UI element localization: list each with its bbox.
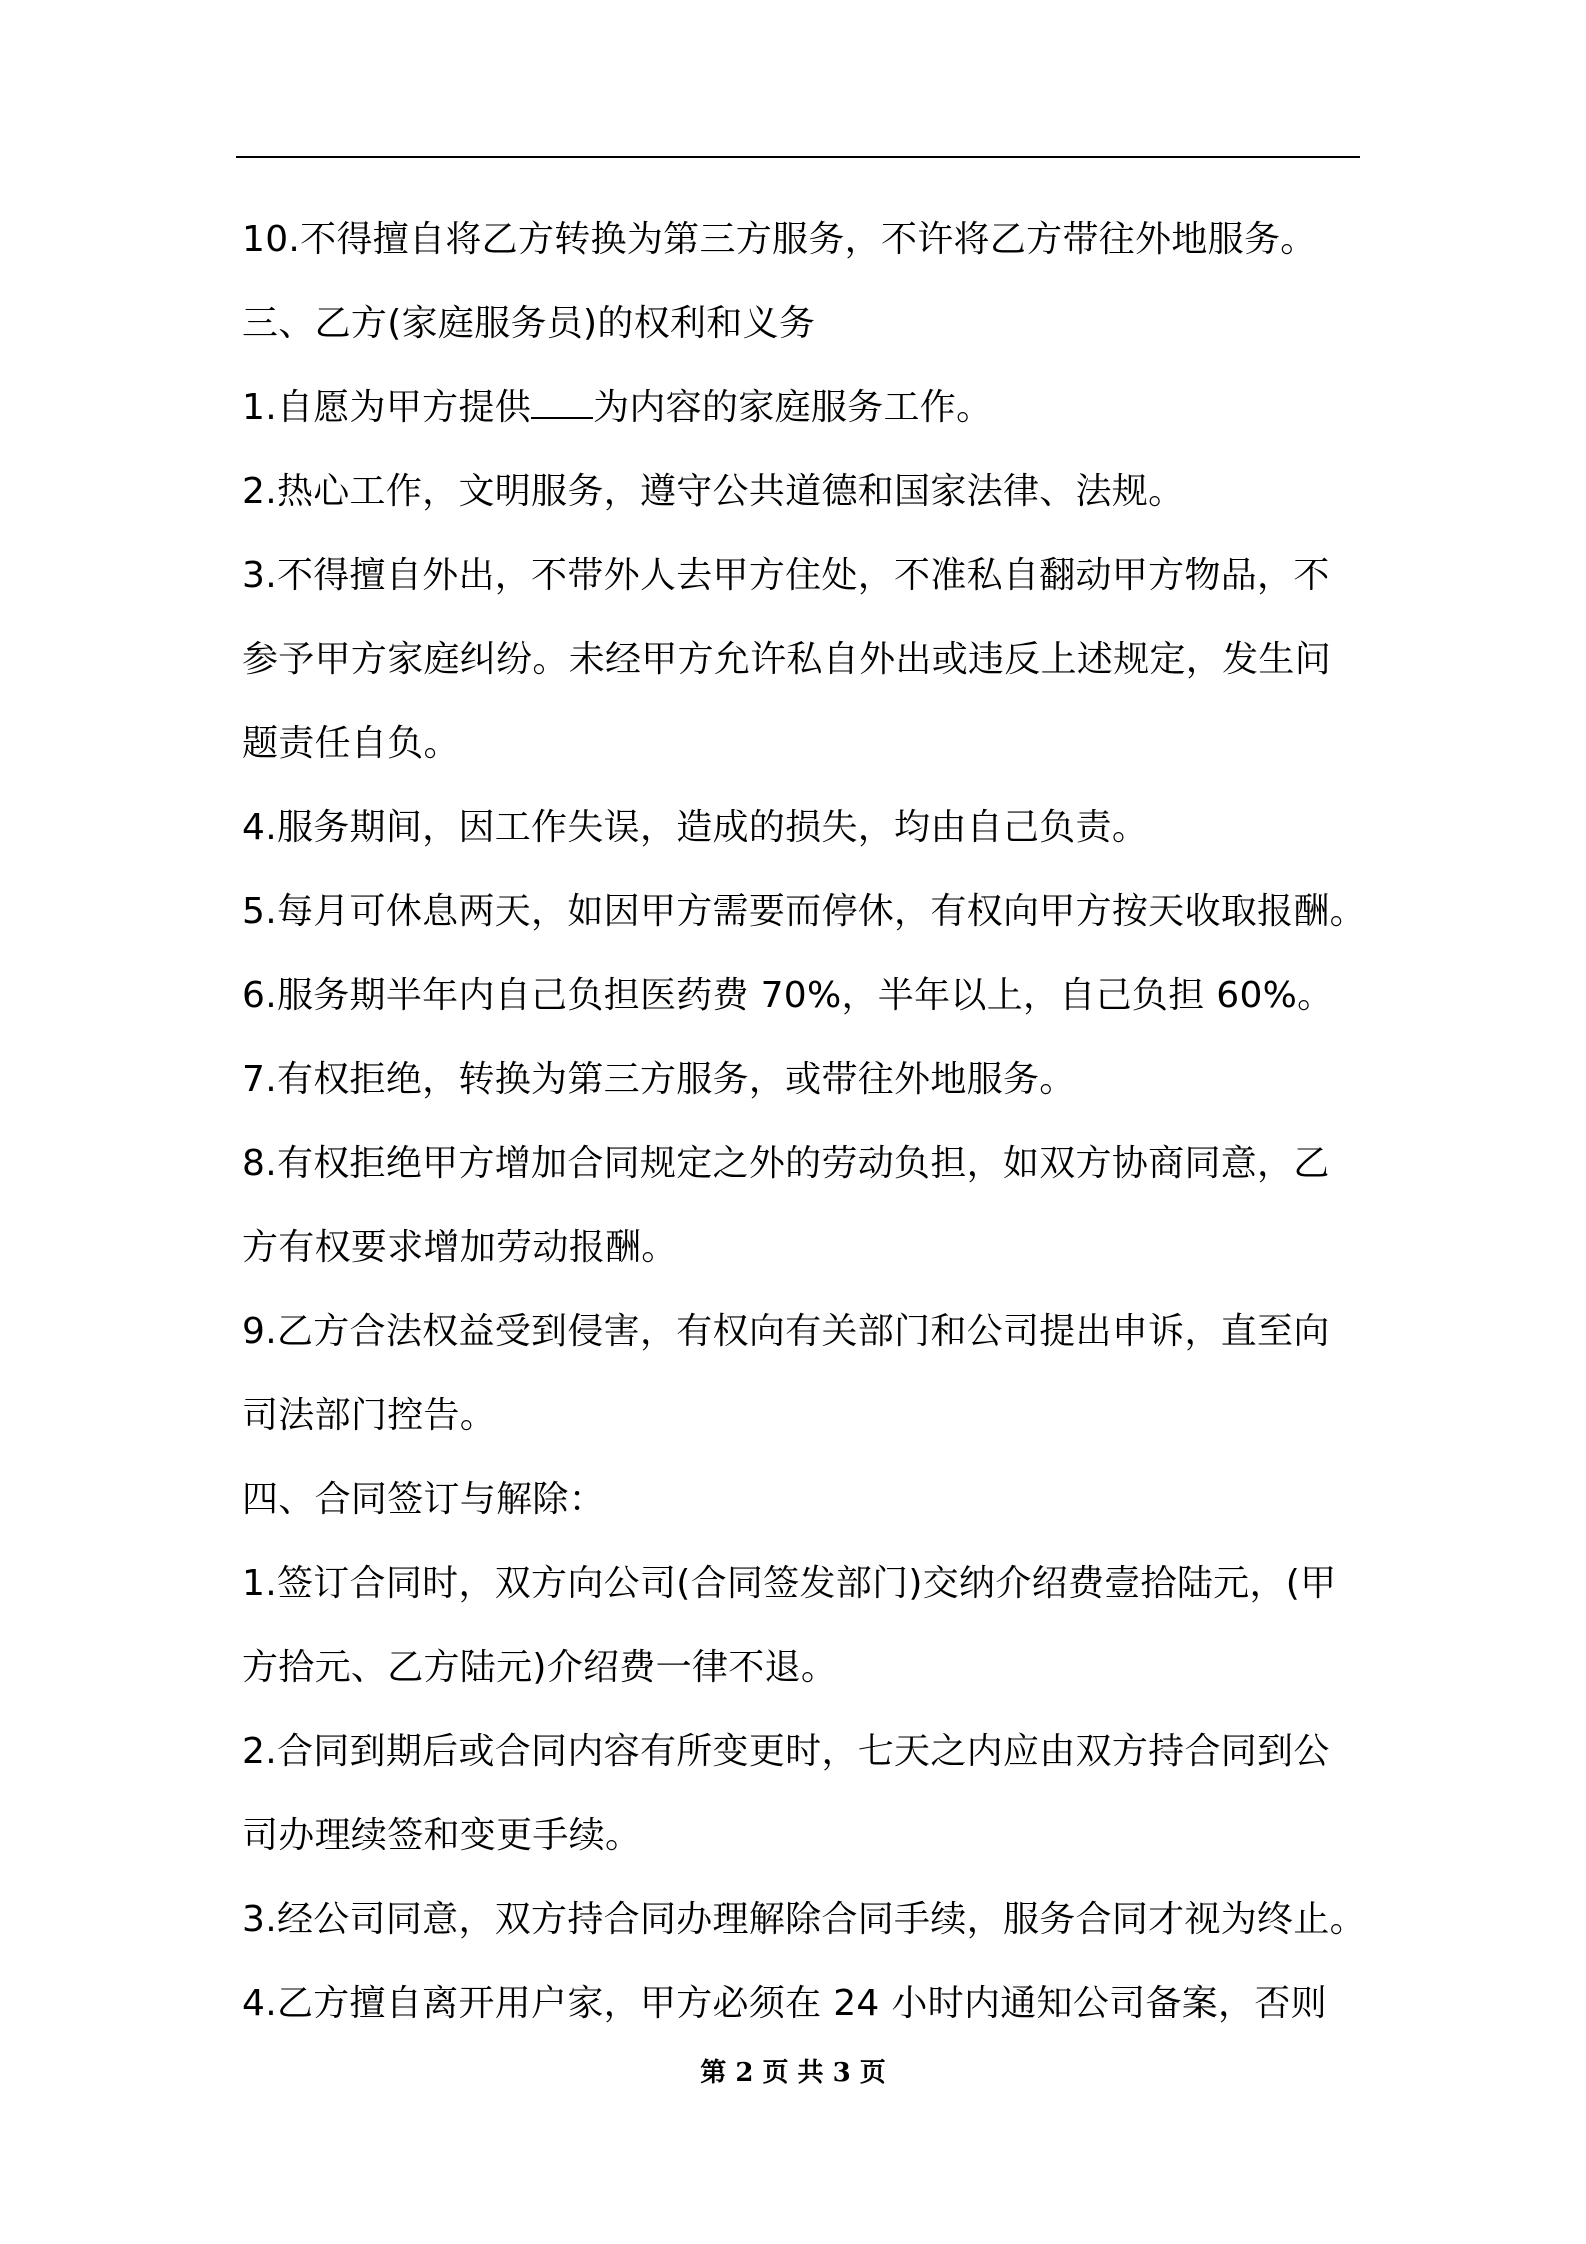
clause-text: 为内容的家庭服务工作。 xyxy=(593,387,993,428)
clause-line: 方拾元、乙方陆元)介绍费一律不退。 xyxy=(242,1647,838,1688)
page-number-footer: 第 2 页 共 3 页 xyxy=(700,2058,886,2088)
clause-line: 2.合同到期后或合同内容有所变更时，七天之内应由双方持合同到公 xyxy=(242,1731,1330,1772)
clause-line: 题责任自负。 xyxy=(242,723,460,764)
clause-line: 7.有权拒绝，转换为第三方服务，或带往外地服务。 xyxy=(242,1059,1076,1100)
fill-in-blank xyxy=(531,387,593,419)
section-heading: 三、乙方(家庭服务员)的权利和义务 xyxy=(242,303,816,344)
clause-line: 4.乙方擅自离开用户家，甲方必须在 24 小时内通知公司备案，否则 xyxy=(242,1983,1327,2024)
clause-line: 6.服务期半年内自己负担医药费 70%，半年以上，自己负担 60%。 xyxy=(242,975,1334,1016)
clause-line: 9.乙方合法权益受到侵害，有权向有关部门和公司提出申诉，直至向 xyxy=(242,1311,1330,1352)
clause-line: 参予甲方家庭纠纷。未经甲方允许私自外出或违反上述规定，发生问 xyxy=(242,639,1332,680)
clause-line: 3.经公司同意，双方持合同办理解除合同手续，服务合同才视为终止。 xyxy=(242,1899,1366,1940)
clause-line: 2.热心工作，文明服务，遵守公共道德和国家法律、法规。 xyxy=(242,471,1185,512)
clause-line: 方有权要求增加劳动报酬。 xyxy=(242,1227,678,1268)
clause-line: 司法部门控告。 xyxy=(242,1395,497,1436)
clause-line: 10.不得擅自将乙方转换为第三方服务，不许将乙方带往外地服务。 xyxy=(242,219,1317,260)
document-body xyxy=(242,198,1366,2046)
clause-line: 4.服务期间，因工作失误，造成的损失，均由自己负责。 xyxy=(242,807,1149,848)
clause-line: 3.不得擅自外出，不带外人去甲方住处，不准私自翻动甲方物品，不 xyxy=(242,555,1330,596)
header-rule xyxy=(236,156,1360,158)
clause-line: 司办理续签和变更手续。 xyxy=(242,1815,642,1856)
clause-text: 1.自愿为甲方提供 xyxy=(242,387,532,428)
section-heading: 四、合同签订与解除： xyxy=(242,1479,606,1520)
clause-line: 5.每月可休息两天，如因甲方需要而停休，有权向甲方按天收取报酬。 xyxy=(242,891,1366,932)
clause-line: 1.签订合同时，双方向公司(合同签发部门)交纳介绍费壹拾陆元，(甲 xyxy=(242,1563,1337,1604)
clause-line xyxy=(242,366,1362,450)
clause-line: 8.有权拒绝甲方增加合同规定之外的劳动负担，如双方协商同意，乙 xyxy=(242,1143,1330,1184)
